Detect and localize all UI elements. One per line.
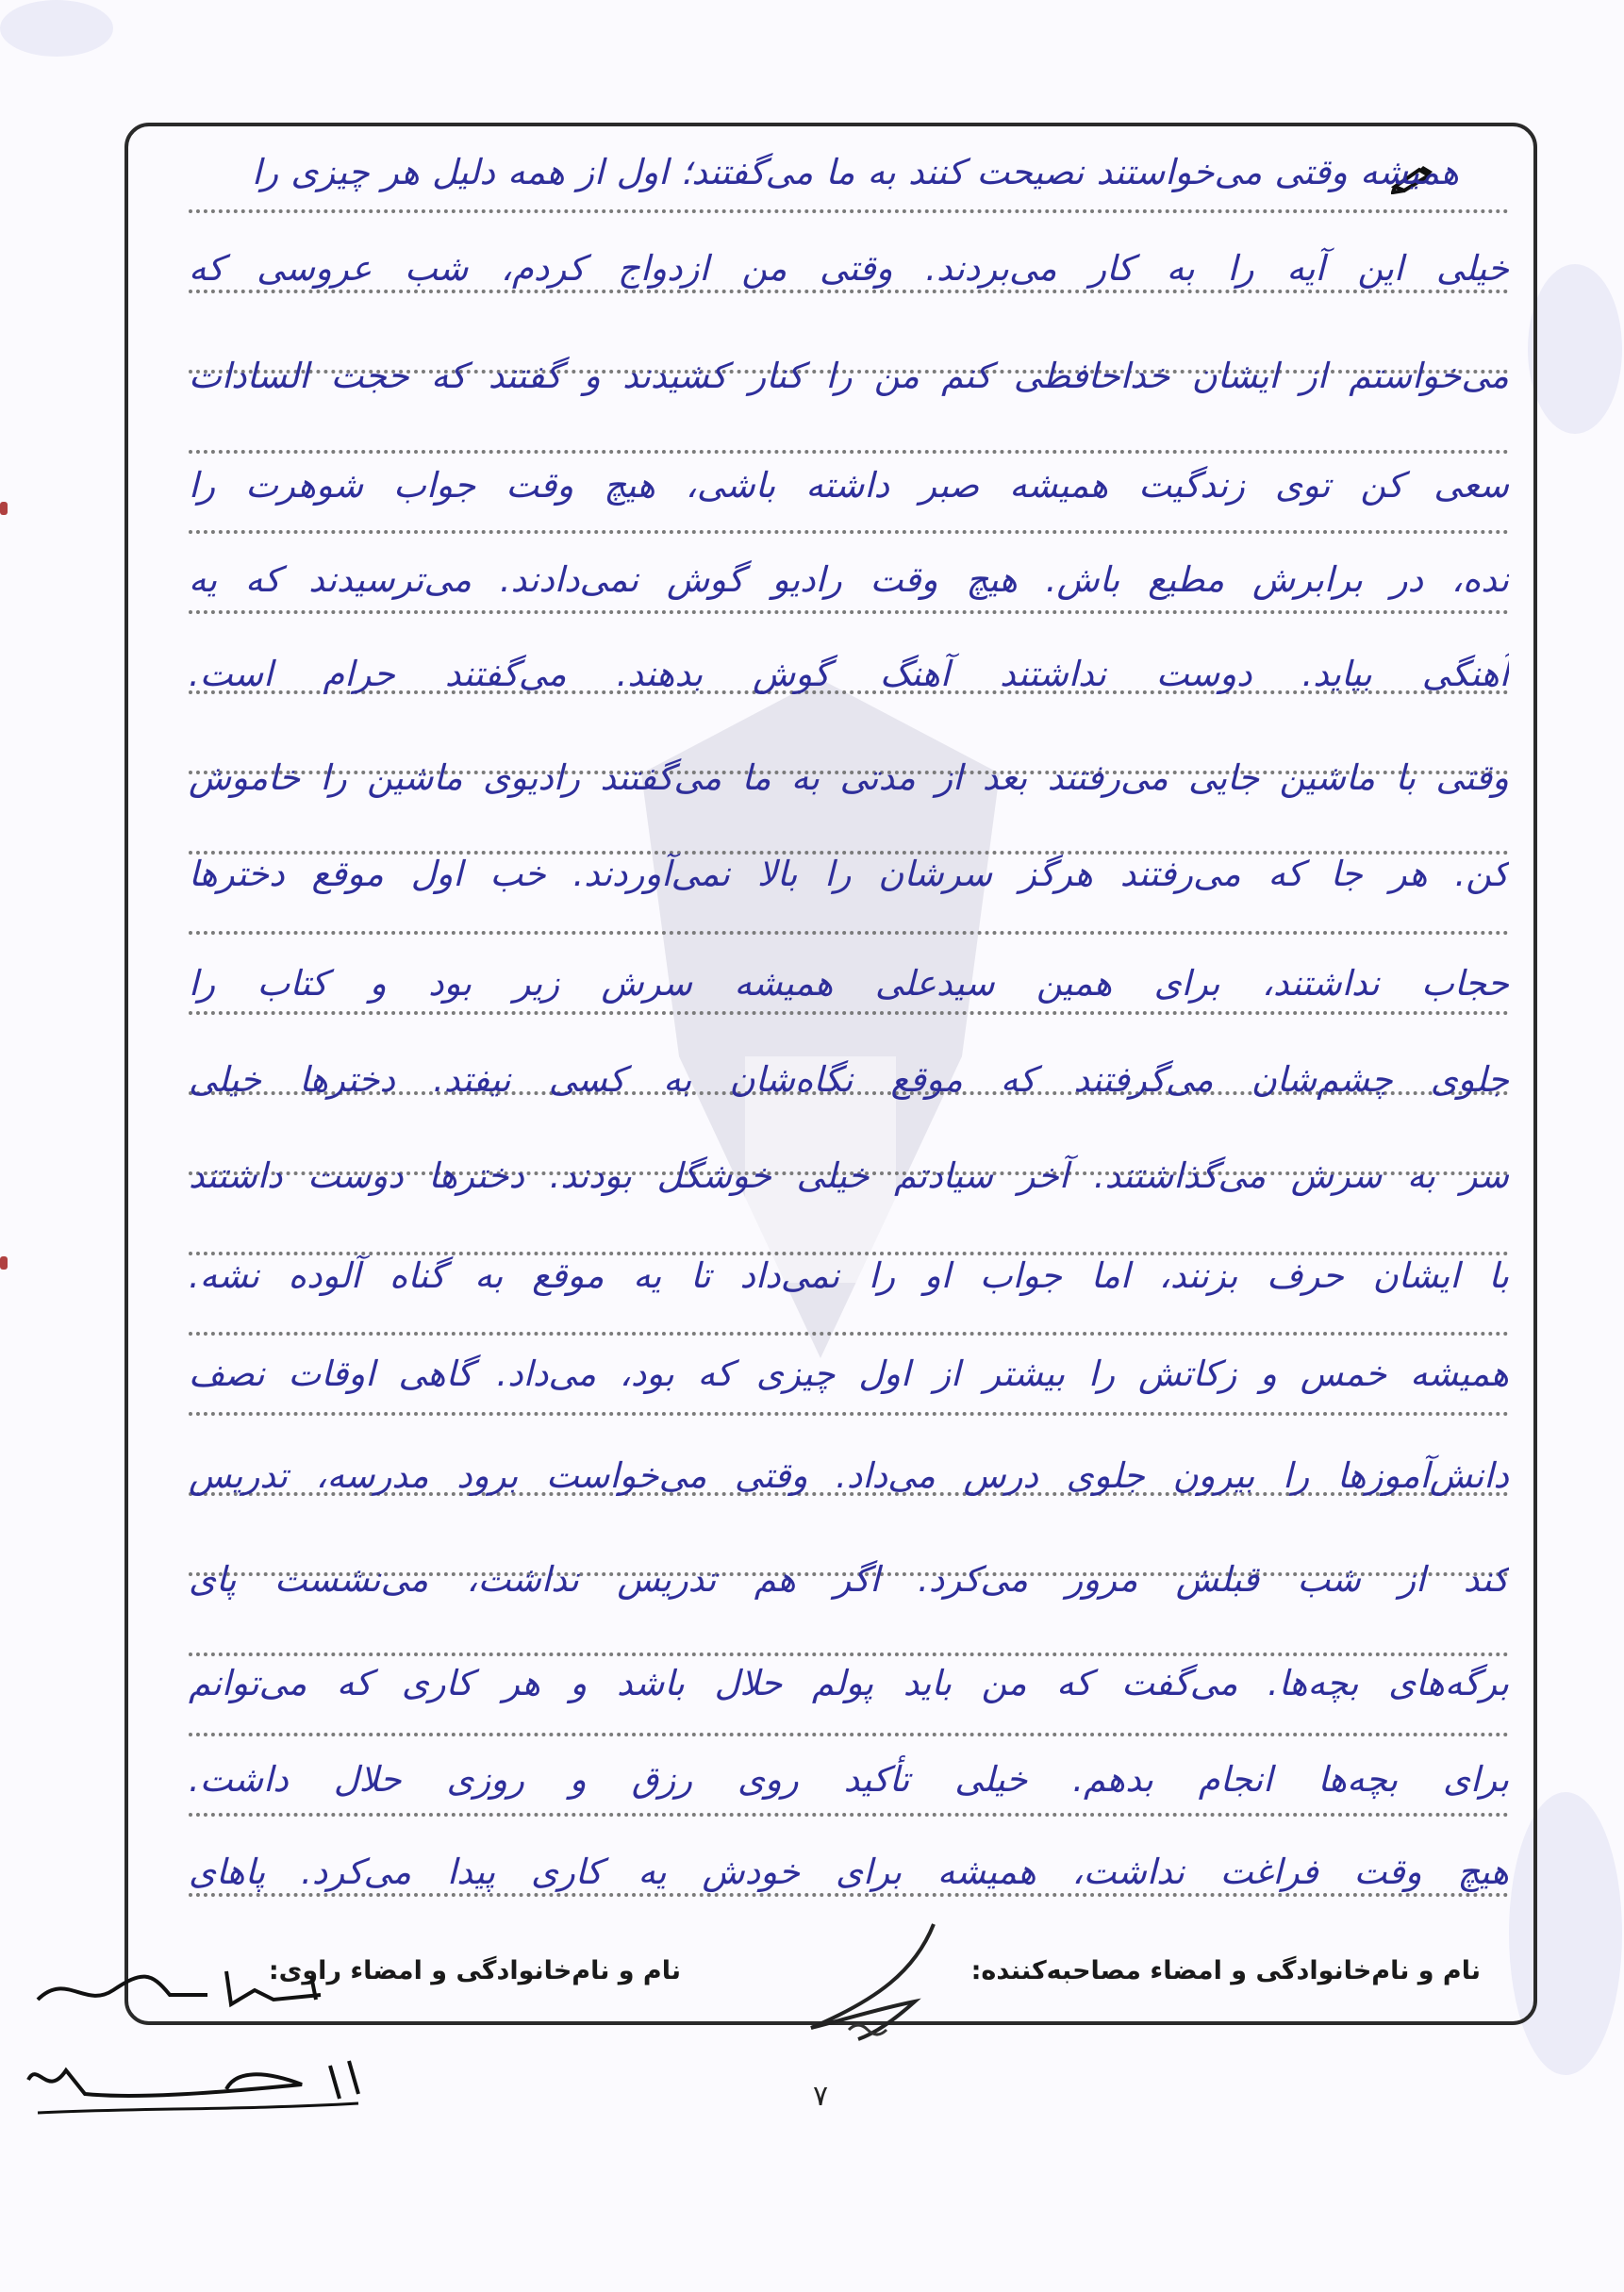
interviewer-signature: [792, 1915, 981, 2047]
handwritten-line-15: کند از شب قبلش مرور می‌کرد. اگر هم تدریس نداشت، می‌نشست پای: [189, 1559, 1509, 1600]
handwritten-line-3: می‌خواستم از ایشان خداحافظی کنم من را کنار کشیدند و گفتند که حجت السادات: [189, 356, 1509, 396]
handwritten-line-4: سعی کن توی زندگیت همیشه صبر داشته باشی، هیچ وقت جواب شوهرت را: [189, 465, 1509, 506]
handwritten-line-7: وقتی با ماشین جایی می‌رفتند بعد از مدتی به ما می‌گفتند رادیوی ماشین را خاموش: [189, 757, 1509, 798]
dotted-line: [189, 931, 1509, 935]
paper-blot: [1528, 264, 1622, 434]
dotted-line: [189, 1733, 1509, 1736]
paper-blot: [0, 0, 113, 57]
dotted-line: [189, 1813, 1509, 1817]
dotted-line: [189, 530, 1509, 534]
handwritten-line-13: همیشه خمس و زکاتش را بیشتر از اول چیزی که بود، می‌داد. گاهی اوقات نصف: [189, 1354, 1509, 1394]
handwritten-line-17: برای بچه‌ها انجام بدهم. خیلی تأکید روی رزق و روزی حلال داشت.: [189, 1759, 1509, 1800]
handwritten-line-5: نده، در برابرش مطیع باش. هیچ وقت رادیو گوش نمی‌دادند. می‌ترسیدند که یه: [189, 559, 1509, 600]
narrator-signature-label: نام و نام‌خانوادگی و امضاء راوی:: [268, 1956, 681, 1985]
handwritten-line-11: سر به سرش می‌گذاشتند. آخر سیادتم خیلی خوشگل بودند. دخترها دوست داشتند: [189, 1155, 1509, 1196]
handwritten-line-1: همیشه وقتی می‌خواستند نصیحت کنند به ما می‌گفتند؛ اول از همه دلیل هر چیزی را: [252, 152, 1459, 192]
page-number: ۷: [812, 2080, 829, 2113]
handwritten-line-6: آهنگی بیاید. دوست نداشتند آهنگ گوش بدهند. می‌گفتند حرام است.: [189, 654, 1509, 694]
edge-mark: [0, 502, 8, 515]
handwritten-line-9: حجاب نداشتند، برای همین سیدعلی همیشه سرش زیر بود و کتاب را: [189, 963, 1509, 1004]
dotted-line: [189, 209, 1509, 213]
handwritten-line-18: هیچ وقت فراغت نداشت، همیشه برای خودش یه کاری پیدا می‌کرد. پاهای: [189, 1852, 1509, 1892]
edge-mark: [0, 1256, 8, 1270]
interviewer-signature-label: نام و نام‌خانوادگی و امضاء مصاحبه‌کننده:: [970, 1956, 1481, 1985]
handwritten-line-2: خیلی این آیه را به کار می‌بردند. وقتی من ازدواج کردم، شب عروسی که: [189, 248, 1509, 289]
narrator-signature: [28, 1952, 340, 2028]
dotted-line: [189, 1412, 1509, 1416]
dotted-line: [189, 1332, 1509, 1336]
handwritten-line-8: کن. هر جا که می‌رفتند هرگز سرشان را بالا نمی‌آوردند. خب اول موقع دخترها: [189, 854, 1509, 894]
handwritten-line-14: دانش‌آموزها را بیرون جلوی درس می‌داد. وقتی می‌خواست برود مدرسه، تدریس: [189, 1455, 1509, 1496]
handwritten-line-12: با ایشان حرف بزنند، اما جواب او را نمی‌داد تا یه موقع به گناه آلوده نشه.: [189, 1255, 1509, 1296]
second-signature: [19, 2042, 377, 2127]
handwritten-line-10: جلوی چشم‌شان می‌گرفتند که موقع نگاه‌شان به کسی نیفتد. دخترها خیلی: [189, 1059, 1509, 1100]
handwritten-line-16: برگه‌های بچه‌ها. می‌گفت که من باید پولم حلال باشد و هر کاری که می‌توانم: [189, 1663, 1509, 1703]
